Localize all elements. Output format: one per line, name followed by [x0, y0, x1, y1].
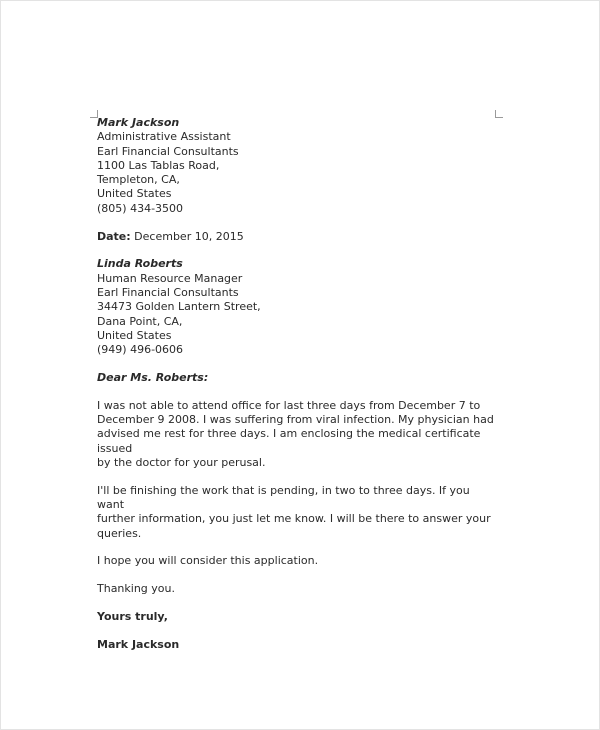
- recipient-city: Dana Point, CA,: [97, 314, 183, 328]
- sender-city: Templeton, CA,: [97, 173, 180, 187]
- closing: Yours truly,: [97, 610, 168, 624]
- paragraph-line: I'll be finishing the work that is pending, in two to three days. If you want: [97, 483, 470, 512]
- salutation: Dear Ms. Roberts:: [97, 370, 209, 384]
- paragraph-line: by the doctor for your perusal.: [97, 455, 266, 469]
- paragraph-line: advised me rest for three days. I am enclosing the medical certificate issued: [97, 427, 481, 455]
- sender-title: Administrative Assistant: [97, 130, 231, 144]
- sender-name: Mark Jackson: [97, 116, 180, 129]
- sender-country: United States: [97, 187, 172, 201]
- date-label: Date:: [97, 229, 131, 243]
- paragraph-3: I hope you will consider this application.: [97, 554, 319, 568]
- sender-street: 1100 Las Tablas Road,: [97, 158, 220, 172]
- recipient-block: [97, 257, 497, 357]
- paragraph-line: further information, you just let me know. I will be there to answer your: [97, 512, 491, 526]
- sender-company: Earl Financial Consultants: [97, 144, 239, 158]
- date-line: [97, 230, 497, 244]
- recipient-country: United States: [97, 328, 172, 342]
- paragraph-1: [97, 399, 497, 470]
- recipient-street: 34473 Golden Lantern Street,: [97, 300, 261, 314]
- sender-phone: (805) 434-3500: [97, 201, 184, 215]
- sender-block: [97, 116, 497, 216]
- paragraph-line: I was not able to attend office for last three days from December 7 to: [97, 398, 481, 412]
- paragraph-2: [97, 484, 497, 541]
- paragraph-4: Thanking you.: [97, 582, 175, 596]
- signature-name: Mark Jackson: [97, 637, 180, 651]
- date-value: December 10, 2015: [134, 229, 244, 243]
- recipient-company: Earl Financial Consultants: [97, 285, 239, 299]
- recipient-phone: (949) 496-0606: [97, 343, 184, 357]
- letter-body: [97, 116, 497, 652]
- paragraph-line: December 9 2008. I was suffering from viral infection. My physician had: [97, 413, 494, 427]
- recipient-name: Linda Roberts: [97, 257, 183, 271]
- recipient-title: Human Resource Manager: [97, 271, 243, 285]
- paragraph-line: queries.: [97, 526, 142, 540]
